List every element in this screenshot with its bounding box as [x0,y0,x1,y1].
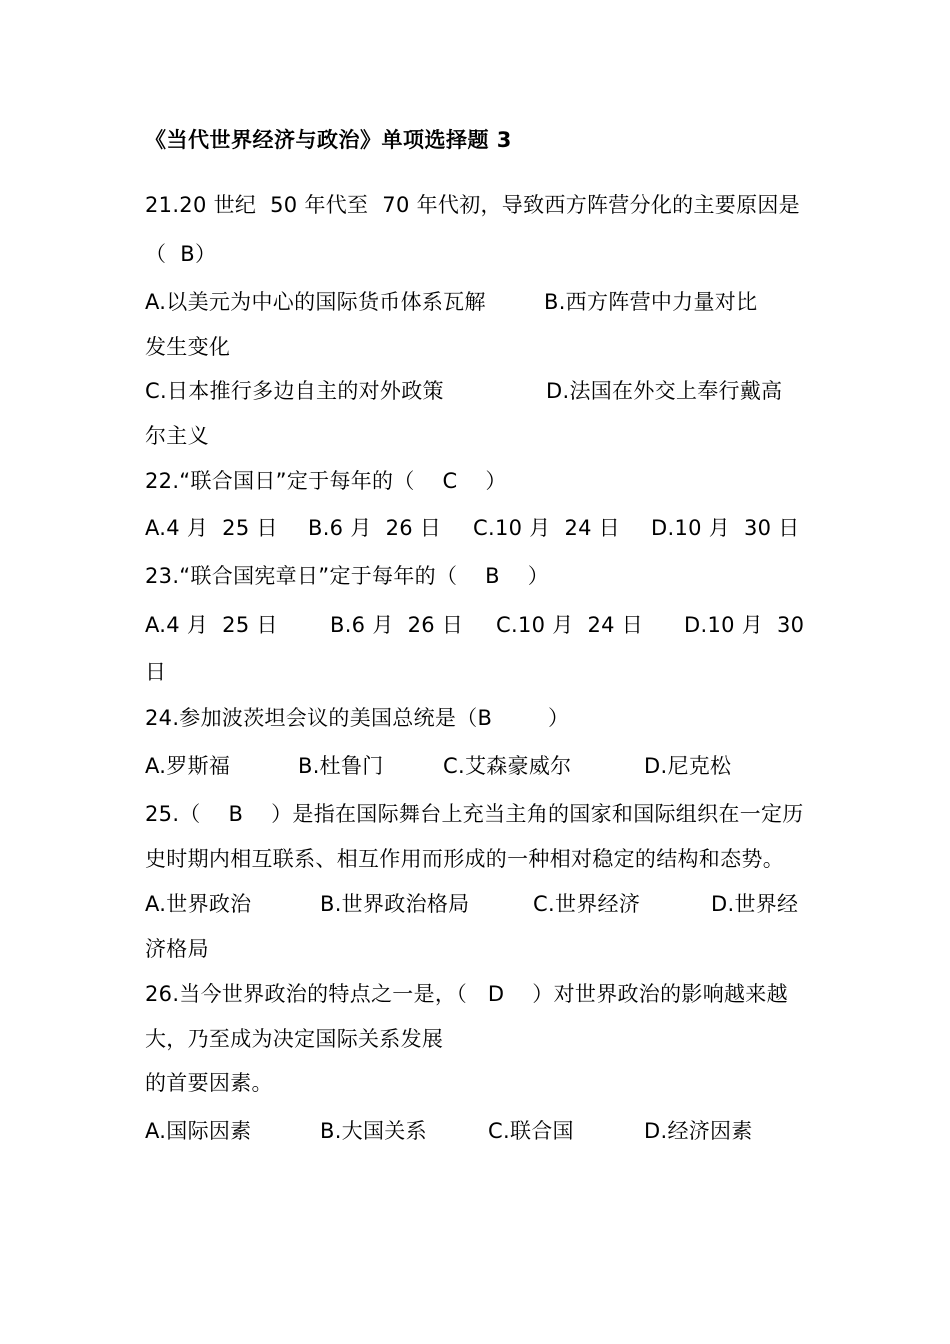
q23-option-d: D.10 月 30 [684,613,805,637]
q26-option-c: C.联合国 [488,1119,574,1143]
q26-stem-line3: 的首要因素。 [145,1071,273,1095]
q21-stem-line2: （ B） [145,242,217,266]
q23-stem: 23.“联合国宪章日”定于每年的（ B ） [145,564,550,588]
q25-option-c: C.世界经济 [533,892,641,916]
q24-option-c: C.艾森豪威尔 [443,754,572,778]
q24-option-a: A.罗斯福 [145,754,231,778]
q26-stem-line2: 大，乃至成为决定国际关系发展 [145,1027,444,1051]
q22-option-a: A.4 月 25 日 [145,516,278,540]
q26-option-b: B.大国关系 [320,1119,427,1143]
q21-option-b: B.西方阵营中力量对比 [544,290,758,314]
q24-option-b: B.杜鲁门 [298,754,384,778]
document-title: 《当代世界经济与政治》单项选择题 3 [145,128,512,152]
q23-option-d-cont: 日 [145,660,167,684]
q26-option-a: A.国际因素 [145,1119,252,1143]
q25-stem-line2: 史时期内相互联系、相互作用而形成的一种相对稳定的结构和态势。 [145,847,784,871]
q26-stem-line1: 26.当今世界政治的特点之一是，（ D ）对世界政治的影响越来越 [145,982,788,1006]
q22-option-c: C.10 月 24 日 [473,516,621,540]
q21-option-a: A.以美元为中心的国际货币体系瓦解 [145,290,486,314]
q23-option-c: C.10 月 24 日 [496,613,644,637]
q25-option-b: B.世界政治格局 [320,892,470,916]
q22-option-b: B.6 月 26 日 [308,516,442,540]
q23-option-a: A.4 月 25 日 [145,613,278,637]
q21-option-c: C.日本推行多边自主的对外政策 [145,379,444,403]
q25-option-d-cont: 济格局 [145,937,209,961]
q25-stem-line1: 25.（ B ）是指在国际舞台上充当主角的国家和国际组织在一定历 [145,802,804,826]
q22-option-d: D.10 月 30 日 [651,516,800,540]
q21-option-d-cont: 尔主义 [145,424,209,448]
q24-option-d: D.尼克松 [644,754,732,778]
q25-option-a: A.世界政治 [145,892,252,916]
q25-option-d: D.世界经 [711,892,799,916]
q24-stem: 24.参加波茨坦会议的美国总统是（B ） [145,706,570,730]
q26-option-d: D.经济因素 [644,1119,753,1143]
q21-option-d: D.法国在外交上奉行戴高 [546,379,783,403]
q22-stem: 22.“联合国日”定于每年的（ C ） [145,469,507,493]
q23-option-b: B.6 月 26 日 [330,613,464,637]
q21-stem-line1: 21.20 世纪 50 年代至 70 年代初，导致西方阵营分化的主要原因是 [145,193,800,217]
q21-option-b-cont: 发生变化 [145,335,231,359]
